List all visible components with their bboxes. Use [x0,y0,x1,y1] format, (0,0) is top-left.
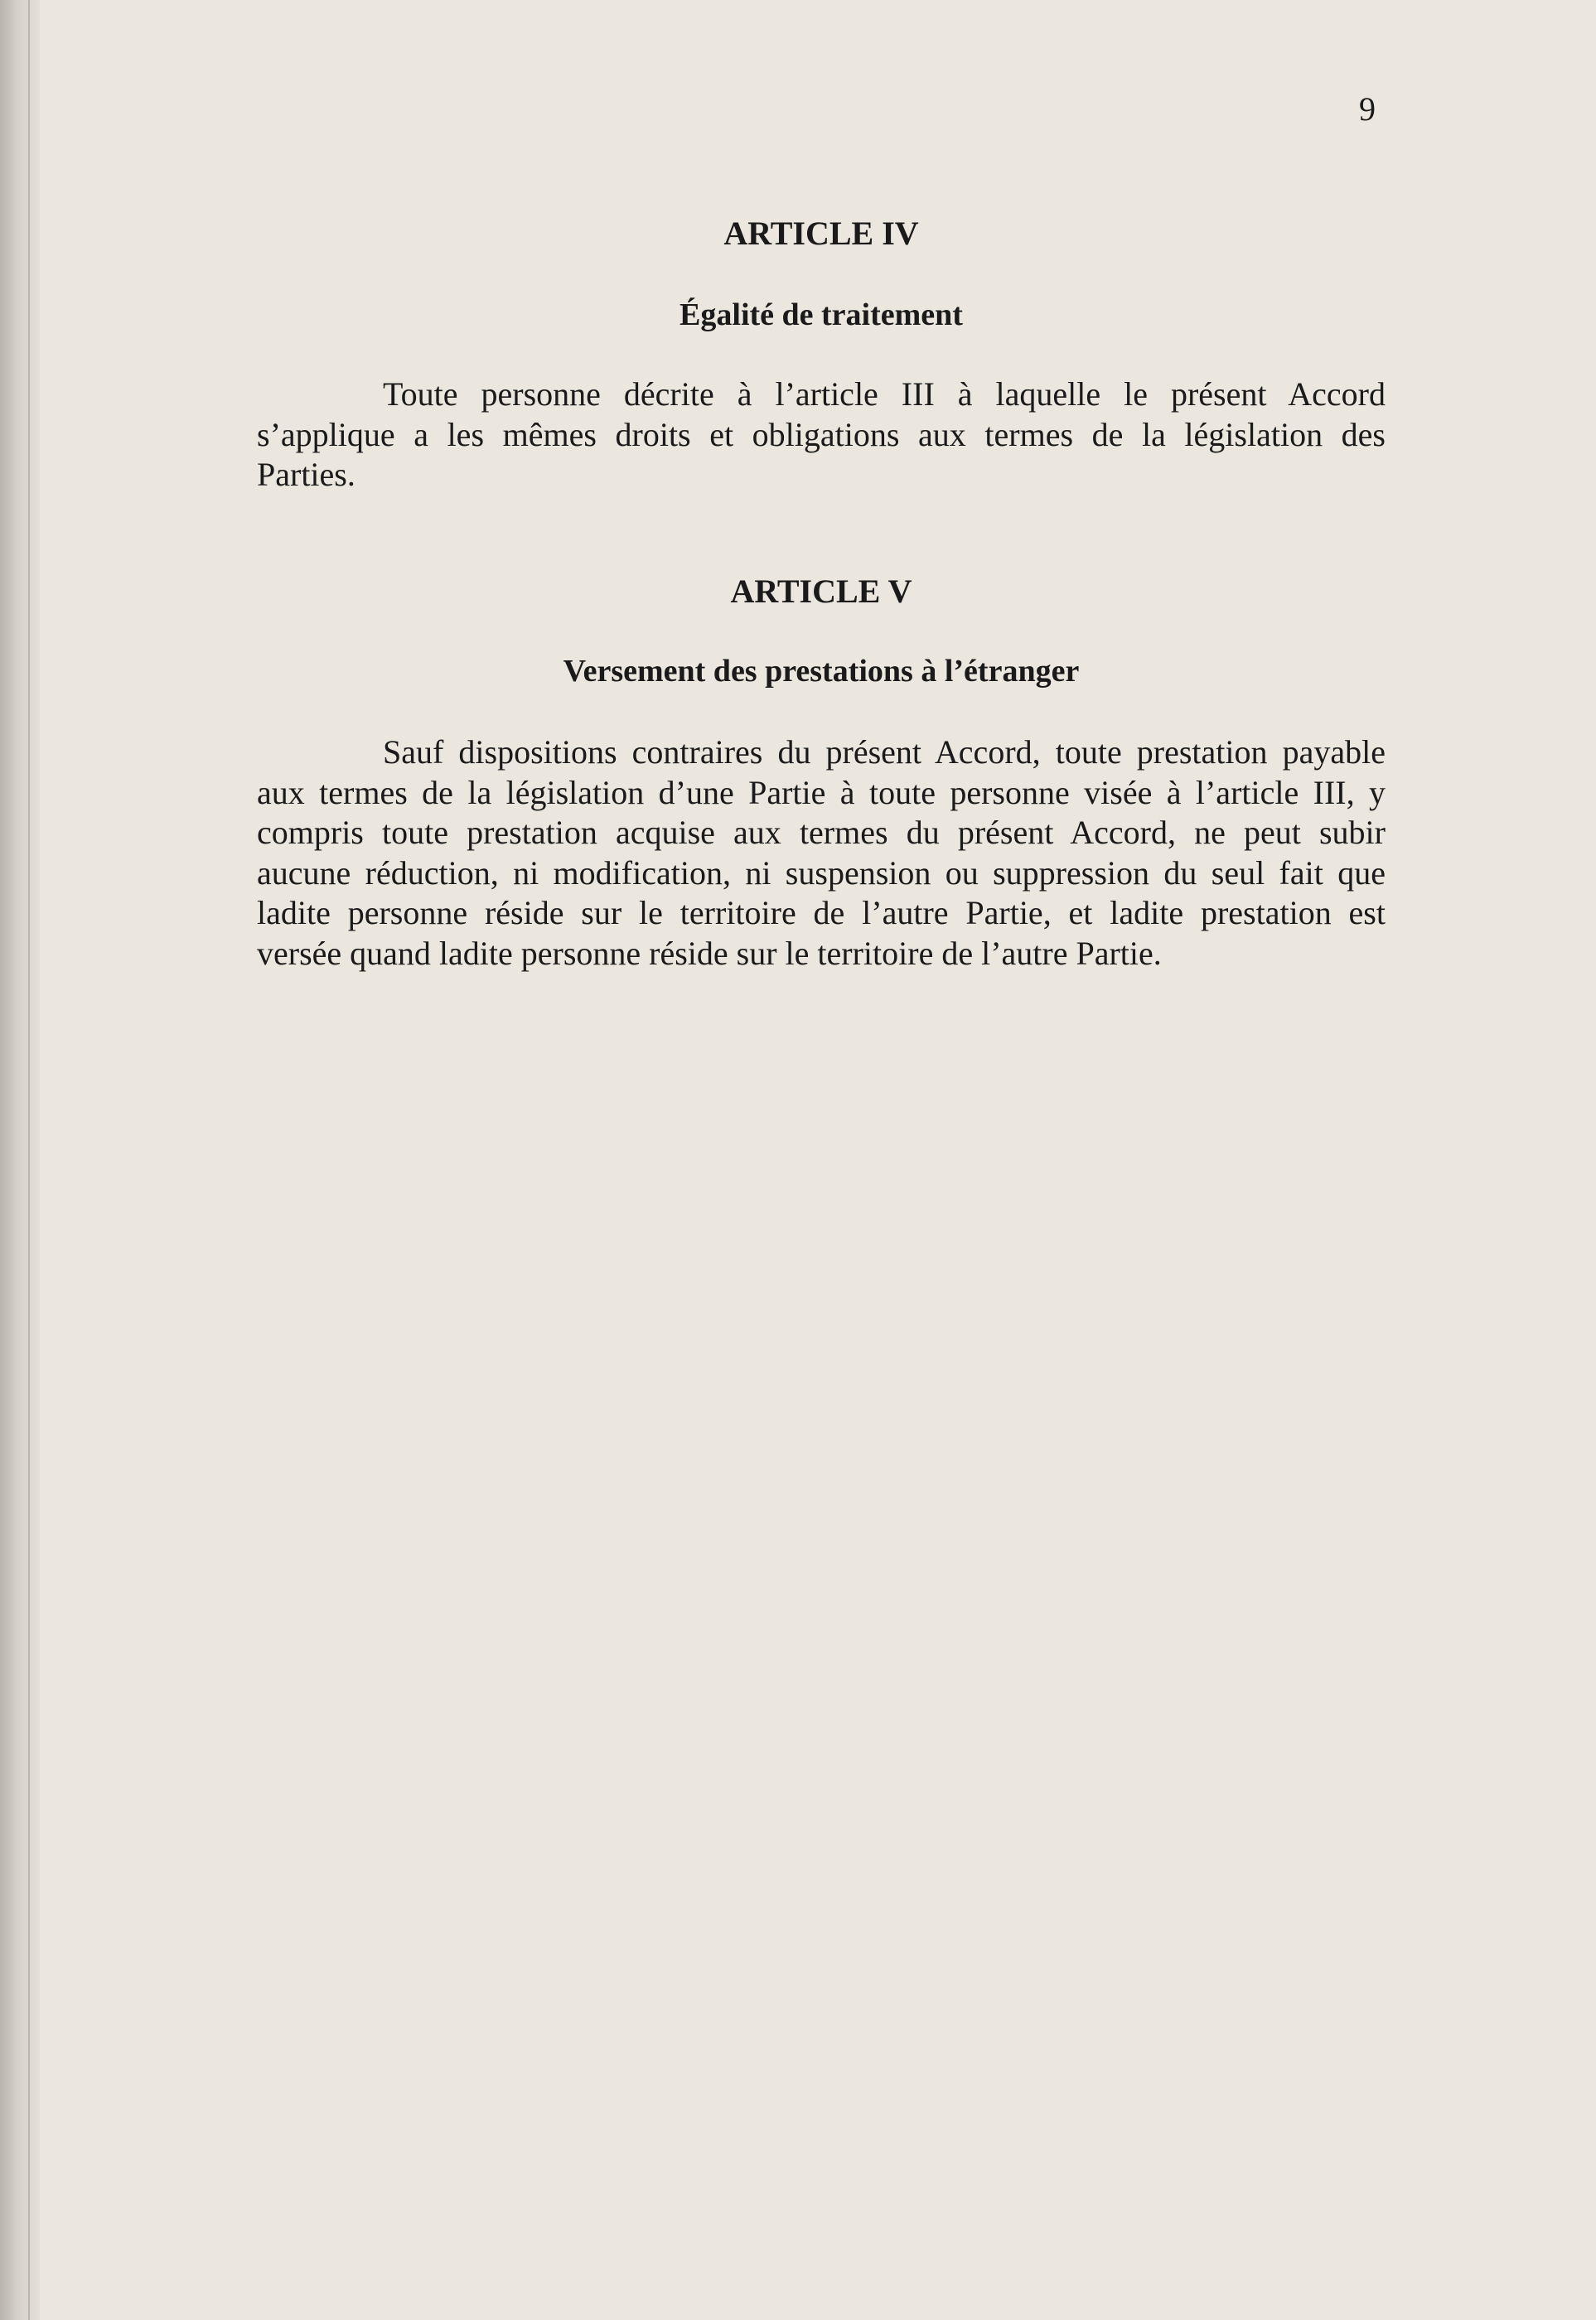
paragraph-line: ladite personne réside sur le territoire de l’autre Partie, et ladite prestation est [257,894,1386,931]
page-number: 9 [1359,90,1376,128]
page-binding-line [28,0,30,2320]
article-iv-paragraph [257,375,1386,495]
article-v-title: Versement des prestations à l’étranger [563,654,1080,689]
paragraph-line: Parties. [257,456,355,493]
paragraph-line: aux termes de la législation d’une Partie à toute personne visée à l’article III, y [257,773,1386,811]
paragraph-line: compris toute prestation acquise aux termes du présent Accord, ne peut subir [257,814,1386,851]
paragraph-line: aucune réduction, ni modification, ni suspension ou suppression du seul fait que [257,853,1386,892]
paragraph-line: Sauf dispositions contraires du présent Accord, toute prestation payable [383,733,1386,771]
paragraph-line: Toute personne décrite à l’article III à laquelle le présent Accord [383,375,1386,413]
article-iv-heading: ARTICLE IV [723,215,919,252]
paragraph-line: versée quand ladite personne réside sur le territoire de l’autre Partie. [257,934,1162,972]
paragraph-line: s’applique a les mêmes droits et obligations aux termes de la législation des [257,415,1386,453]
article-v-paragraph [257,732,1386,974]
article-iv-title: Égalité de traitement [680,297,963,332]
article-v-heading: ARTICLE V [730,573,912,610]
page-binding-edge [0,0,40,2320]
